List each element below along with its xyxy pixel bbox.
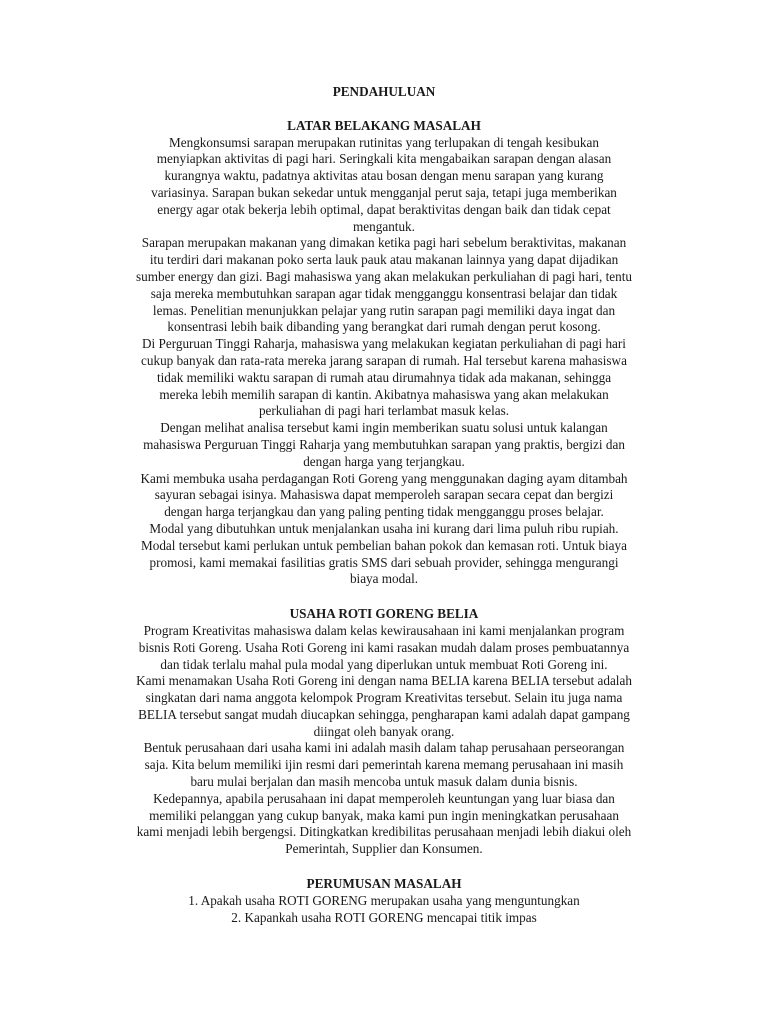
text-line: memiliki pelanggan yang cukup banyak, maka kami pun ingin meningkatkan perusahaan xyxy=(149,807,619,823)
section-body xyxy=(86,893,682,927)
section-heading: USAHA ROTI GORENG BELIA xyxy=(289,606,479,622)
section-usaha-roti-goreng xyxy=(86,606,682,858)
text-line: Mengkonsumsi sarapan merupakan rutinitas yang terlupakan di tengah kesibukan xyxy=(169,134,599,150)
text-line: Program Kreativitas mahasiswa dalam kelas kewirausahaan ini kami menjalankan program xyxy=(143,622,625,638)
text-line: saja. Kita belum memiliki ijin resmi dari pemerintah karena memang perusahaan ini masih xyxy=(144,757,624,773)
text-line: lemas. Penelitian menunjukkan pelajar yang rutin sarapan pagi memiliki daya ingat dan xyxy=(152,302,616,318)
text-line: dan tidak terlalu mahal pula modal yang diperlukan untuk membuat Roti Goreng ini. xyxy=(160,656,608,672)
text-line: variasinya. Sarapan bukan sekedar untuk mengganjal perut saja, tetapi juga memberikan xyxy=(151,184,617,200)
text-line: promosi, kami memakai fasilitias gratis SMS dari sebuah provider, sehingga mengurangi xyxy=(149,554,619,570)
text-line: menyiapkan aktivitas di pagi hari. Seringkali kita mengabaikan sarapan dengan alasan xyxy=(156,151,612,167)
text-line: saja mereka membutuhkan sarapan agar tidak mengganggu konsentrasi belajar dan tidak xyxy=(150,285,618,301)
text-line: Modal tersebut kami perlukan untuk pembelian bahan pokok dan kemasan roti. Untuk biaya xyxy=(141,537,627,553)
text-line: Kami membuka usaha perdagangan Roti Goreng yang menggunakan daging ayam ditambah xyxy=(140,470,628,486)
text-line: BELIA tersebut sangat mudah diucapkan sehingga, pengharapan kami adalah dapat gampang xyxy=(138,706,630,722)
text-line: Dengan melihat analisa tersebut kami ingin memberikan suatu solusi untuk kalangan xyxy=(160,420,608,436)
section-body xyxy=(86,623,682,858)
text-line: sumber energy dan gizi. Bagi mahasiswa yang akan melakukan perkuliahan di pagi hari, tentu xyxy=(136,268,632,284)
text-line: mengantuk. xyxy=(353,218,415,234)
text-line: Sarapan merupakan makanan yang dimakan ketika pagi hari sebelum beraktivitas, makanan xyxy=(141,235,627,251)
section-perumusan-masalah xyxy=(86,876,682,926)
spacer xyxy=(86,588,682,606)
text-line: dengan harga terjangkau dan yang paling penting tidak mengganggu proses belajar. xyxy=(164,504,604,520)
text-line: Kami menamakan Usaha Roti Goreng ini dengan nama BELIA karena BELIA tersebut adalah xyxy=(136,673,632,689)
text-line: baru mulai berjalan dan masih mencoba untuk masuk dalam dunia bisnis. xyxy=(190,774,578,790)
document-page xyxy=(86,84,682,926)
document-title: PENDAHULUAN xyxy=(332,84,436,99)
text-line: cukup banyak dan rata-rata mereka jarang sarapan di rumah. Hal tersebut karena mahasiswa xyxy=(141,352,627,368)
text-line: Bentuk perusahaan dari usaha kami ini adalah masih dalam tahap perusahaan perseorangan xyxy=(143,740,625,756)
text-line: Pemerintah, Supplier dan Konsumen. xyxy=(285,841,483,857)
text-line: diingat oleh banyak orang. xyxy=(313,723,455,739)
text-line: Modal yang dibutuhkan untuk menjalankan usaha ini kurang dari lima puluh ribu rupiah. xyxy=(149,520,619,536)
text-line: sayuran sebagai isinya. Mahasiswa dapat memperoleh sarapan secara cepat dan bergizi xyxy=(154,487,614,503)
text-line: biaya modal. xyxy=(349,571,419,587)
text-line: dengan harga yang terjangkau. xyxy=(303,453,465,469)
section-body xyxy=(86,135,682,589)
text-line: perkuliahan di pagi hari terlambat masuk kelas. xyxy=(258,403,510,419)
spacer xyxy=(86,101,682,118)
text-line: mahasiswa Perguruan Tinggi Raharja yang membutuhkan sarapan yang praktis, bergizi dan xyxy=(143,436,625,452)
text-line: 2. Kapankah usaha ROTI GORENG mencapai titik impas xyxy=(231,909,537,925)
section-heading: LATAR BELAKANG MASALAH xyxy=(287,117,481,133)
text-line: itu terdiri dari makanan poko serta lauk pauk atau makanan lainnya yang dapat dijadikan xyxy=(149,252,619,268)
section-latar-belakang xyxy=(86,118,682,588)
text-line: kurangnya waktu, padatnya aktivitas atau bosan dengan menu sarapan yang kurang xyxy=(164,168,604,184)
text-line: energy agar otak bekerja lebih optimal, dapat beraktivitas dengan baik dan tidak cepat xyxy=(157,201,611,217)
text-line: Kedepannya, apabila perusahaan ini dapat memperoleh keuntungan yang luar biasa dan xyxy=(153,790,615,806)
spacer xyxy=(86,858,682,876)
text-line: tidak memiliki waktu sarapan di rumah atau dirumahnya tidak ada makanan, sehingga xyxy=(156,369,612,385)
text-line: singkatan dari nama anggota kelompok Program Kreativitas tersebut. Selain itu juga nama xyxy=(145,690,623,706)
text-line: bisnis Roti Goreng. Usaha Roti Goreng ini kami rasakan mudah dalam proses pembuatannya xyxy=(138,639,630,655)
text-line: mereka lebih memilih sarapan di kantin. Akibatnya mahasiswa yang akan melakukan xyxy=(159,386,609,402)
text-line: konsentrasi lebih baik dibanding yang berangkat dari rumah dengan perut kosong. xyxy=(167,319,601,335)
text-line: Di Perguruan Tinggi Raharja, mahasiswa yang melakukan kegiatan perkuliahan di pagi hari xyxy=(142,336,626,352)
section-heading: PERUMUSAN MASALAH xyxy=(306,876,462,892)
text-line: 1. Apakah usaha ROTI GORENG merupakan usaha yang menguntungkan xyxy=(188,892,580,908)
text-line: kami menjadi lebih bergengsi. Ditingkatkan kredibilitas perusahaan menjadi lebih diakui oleh xyxy=(136,824,632,840)
